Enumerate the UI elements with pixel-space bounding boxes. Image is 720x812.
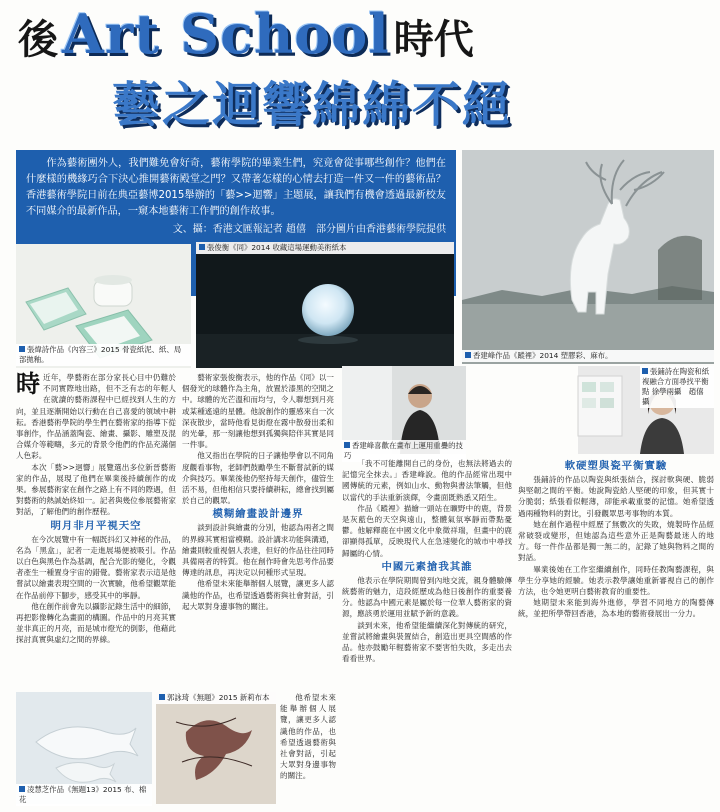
caption-marker-icon [642, 368, 648, 374]
caption-marker-icon [19, 786, 25, 792]
title-suffix: 時代 [393, 17, 474, 63]
column-4-paragraph-2: 她在創作過程中經歷了無數次的失敗，燒製時作品經常破裂或變形，但她認為這些意外正是陶藝最迷人的地方。每一件作品都是獨一無二的，記錄了她與物料之間的對話。 [518, 519, 714, 563]
article-column-2-tail [280, 692, 336, 804]
caption-ink-text: 郭詠琦《無題》2015 新莉布本 [167, 693, 270, 702]
subheading-1: 明月非月平視天空 [50, 519, 142, 532]
caption-marker-icon [159, 694, 165, 700]
column-2-tail-paragraph: 他希望未來能舉辦個人展覽，讓更多人認識他的作品，也希望透過藝術與社會對話，引起大眾對身邊事物的關注。 [280, 693, 336, 781]
caption-woman-text: 張鋪詩在陶瓷和紙複融合方面尋找平衡點 徐學兩攝 趙僖 攝 [642, 367, 710, 406]
column-2-paragraph-1: 藝術家張俊衡表示，他的作品《同》以一個發光的球體作為主角，放置於漆黑的空間之中。球體的光芒溫和而均勻，令人聯想到月亮或某種遙遠的星體。他說創作的靈感來自一次深夜散步，當時他看見街燈在霧中散發出柔和的光暈，那一刻讓他想到孤獨與陪伴其實是同一件事。 [182, 373, 334, 450]
caption-marker-icon [199, 244, 205, 250]
caption-marker-icon [344, 442, 350, 448]
column-1-paragraph-4: 他在創作前會先以攝影記錄生活中的細節，再把影像轉化為畫面的構圖。作品中的月亮其實並非真正的月亮，而是城市燈光的倒影，他藉此探討真實與虛幻之間的界線。 [16, 601, 176, 645]
column-3-paragraph-1: 「我不可能離開自己的身份，也無法將過去的記憶完全抹去。」香建峰說。他的作品經常出現中國傳統的元素，例如山水、動物與書法筆觸，但他以當代的手法重新演繹，令畫面既熟悉又陌生。 [342, 459, 512, 502]
caption-fish [16, 784, 152, 806]
column-3-paragraph-3: 他表示在學院期間曾到內地交流，親身體驗傳統藝術的魅力，這段經歷成為他日後創作的重要養分。他認為中國元素是屬於每一位華人藝術家的資源，應該勇於運用並賦予新的意義。 [342, 575, 512, 619]
caption-sphere [196, 242, 454, 254]
caption-marker-icon [465, 352, 471, 358]
caption-sheets [16, 344, 191, 366]
column-2-paragraph-2: 他又指出在學院的日子讓他學會以不同角度觀看事物，老師們鼓勵學生不斷嘗試新的媒介與技巧。畢業後他仍堅持每天創作，儘管生活不易，但他相信只要持續耕耘，總會找到屬於自己的觀眾。 [182, 451, 334, 506]
subheading-2: 模糊繪畫設計邊界 [212, 508, 304, 521]
column-4-paragraph-3: 畢業後她在工作室繼續創作，同時任教陶藝課程，與學生分享她的經驗。她表示教學讓她重新審視自己的創作方法，也令她更明白藝術教育的重要性。 [518, 564, 714, 597]
caption-deer-text: 香建峰作品《蹤裡》2014 塑膠彩、麻布。 [473, 351, 613, 360]
caption-fish-text: 凌慧芝作品《無題13》2015 布、棉花 [19, 785, 147, 804]
photo-artist-man [342, 366, 466, 460]
headline: 藝之迴響綿綿不絕 [112, 77, 513, 133]
photo-fish-sculpture [16, 692, 152, 804]
column-4-paragraph-4: 她期望未來能到海外進修，學習不同地方的陶藝傳統，並把所學帶回香港，為本地的藝術發展出一分力。 [518, 598, 714, 619]
column-2-paragraph-3: 談到設計與繪畫的分別，他認為兩者之間的界線其實相當模糊。設計講求功能與溝通，繪畫則較重視個人表達，但好的作品往往同時具備兩者的特質。他在創作時會先思考作品要傳達的訊息，再決定以何種形式呈現。 [182, 523, 334, 578]
title-line [18, 2, 578, 66]
article-column-3 [342, 458, 512, 804]
article-column-4 [518, 458, 714, 804]
article-column-1 [16, 372, 176, 688]
deer-painting-image [462, 150, 714, 364]
caption-woman [640, 366, 714, 408]
photo-ceramic-sheets [16, 244, 191, 368]
photo-sphere [196, 242, 454, 368]
caption-ink [156, 692, 276, 704]
photo-ink-painting [156, 692, 276, 804]
caption-deer [462, 350, 714, 362]
subheading-4: 軟硬塑與瓷平衡實驗 [564, 460, 668, 472]
column-3-paragraph-2: 作品《蹤裡》描繪一頭站在曠野中的鹿，背景是灰藍色的天空與遠山，整體氣氛寧靜而帶點憂鬱。他解釋鹿在中國文化中象徵祥瑞，但畫中的鹿卻顯得孤單，反映現代人在急速變化的城市中尋找歸屬的心情。 [342, 503, 512, 558]
caption-marker-icon [19, 346, 25, 352]
caption-sphere-text: 張俊衡《同》2014 收藏這場運動美術紙本 [207, 243, 347, 252]
sphere-image [196, 242, 454, 368]
column-2-paragraph-4: 他希望未來能舉辦個人展覽，讓更多人認識他的作品，也希望透過藝術與社會對話，引起大眾對身邊事物的關注。 [182, 579, 334, 611]
caption-sheets-text: 張煒詩作品《內容三》2015 骨瓷紙泥、紙、局部拋釉。 [19, 345, 182, 364]
art-school-title: Art School [62, 2, 390, 66]
column-4-paragraph-1: 張鋪詩的作品以陶瓷與紙張結合，探討軟與硬、脆弱與堅韌之間的平衡。她說陶瓷給人堅硬的印象，但其實十分脆弱；紙張看似輕薄，卻能承載重要的記憶。她希望透過兩種物料的對比，引發觀眾思考事物的本質。 [518, 475, 714, 518]
column-1-paragraph-3: 在今次展覽中有一幅既抖幻又神秘的作品，名為「黑盒」，記者一走進展場便被吸引。作品以白色與黑色作為基調，配合光影的變化，令觀者產生一種置身宇宙的錯覺。藝術家表示這是他嘗試以繪畫表現空間的一次實驗，他希望觀眾能在作品前停下腳步，感受其中的寧靜。 [16, 534, 176, 600]
intro-text: 作為藝術團外人，我們難免會好奇，藝術學院的畢業生們，究竟會從事哪些創作？他們在什麼樣的機緣巧合下決心推開藝術殿堂之門？又帶著怎樣的心情去打造一件又一件的藝術品？香港藝術學院日前在典亞藝博2015舉辦的「藝>>迴響」主題展，讓我們有機會透過最新校友不同媒介的最新作品，一窺本地藝術工作們的創作故事。 [26, 158, 446, 217]
title-prefix: 後 [18, 17, 58, 63]
photo-deer-painting [462, 150, 714, 364]
ink-painting-image [156, 692, 276, 804]
column-1-paragraph-2: 本次「藝>>迴響」展覽選出多位新晉藝術家的作品，展現了他們在畢業後持續創作的成果。參展藝術家在創作之路上有不同的際遇，但對藝術的熱誠始終如一。記者與幾位參展藝術家對話，了解他們的創作歷程。 [16, 462, 176, 517]
byline: 文、攝：香港文匯報記者 趙僖 部分圖片由香港藝術學院提供 [172, 224, 446, 235]
column-1-paragraph-1: 時近年，學藝術在部分家長心目中仍難於不同實際地出路，但不乏有志的年輕人在就讀的藝術課程中已經找到人生的方向，並且逐漸開始以行動在自己喜愛的領域中耕耘。香港藝術學院的學生們在藝術家的指導下從事創作，作品涵蓋陶瓷、繪畫、攝影、雕塑及混合媒介等範疇，多元的背景令他們的作品充滿個人色彩。 [16, 370, 176, 461]
caption-man-text: 香建峰喜歡在畫布上運用重疊的技巧 [344, 441, 463, 460]
column-3-paragraph-4: 談到未來，他希望能繼續深化對傳統的研究，並嘗試將繪畫與裝置結合，創造出更具空間感的作品。他亦鼓勵年輕藝術家不要害怕失敗，多走出去看看世界。 [342, 620, 512, 664]
article-column-2 [182, 372, 334, 688]
drop-cap: 時 [16, 370, 40, 398]
subheading-3: 中國元素搶我其誰 [381, 560, 473, 573]
photo-artist-woman [578, 366, 714, 454]
